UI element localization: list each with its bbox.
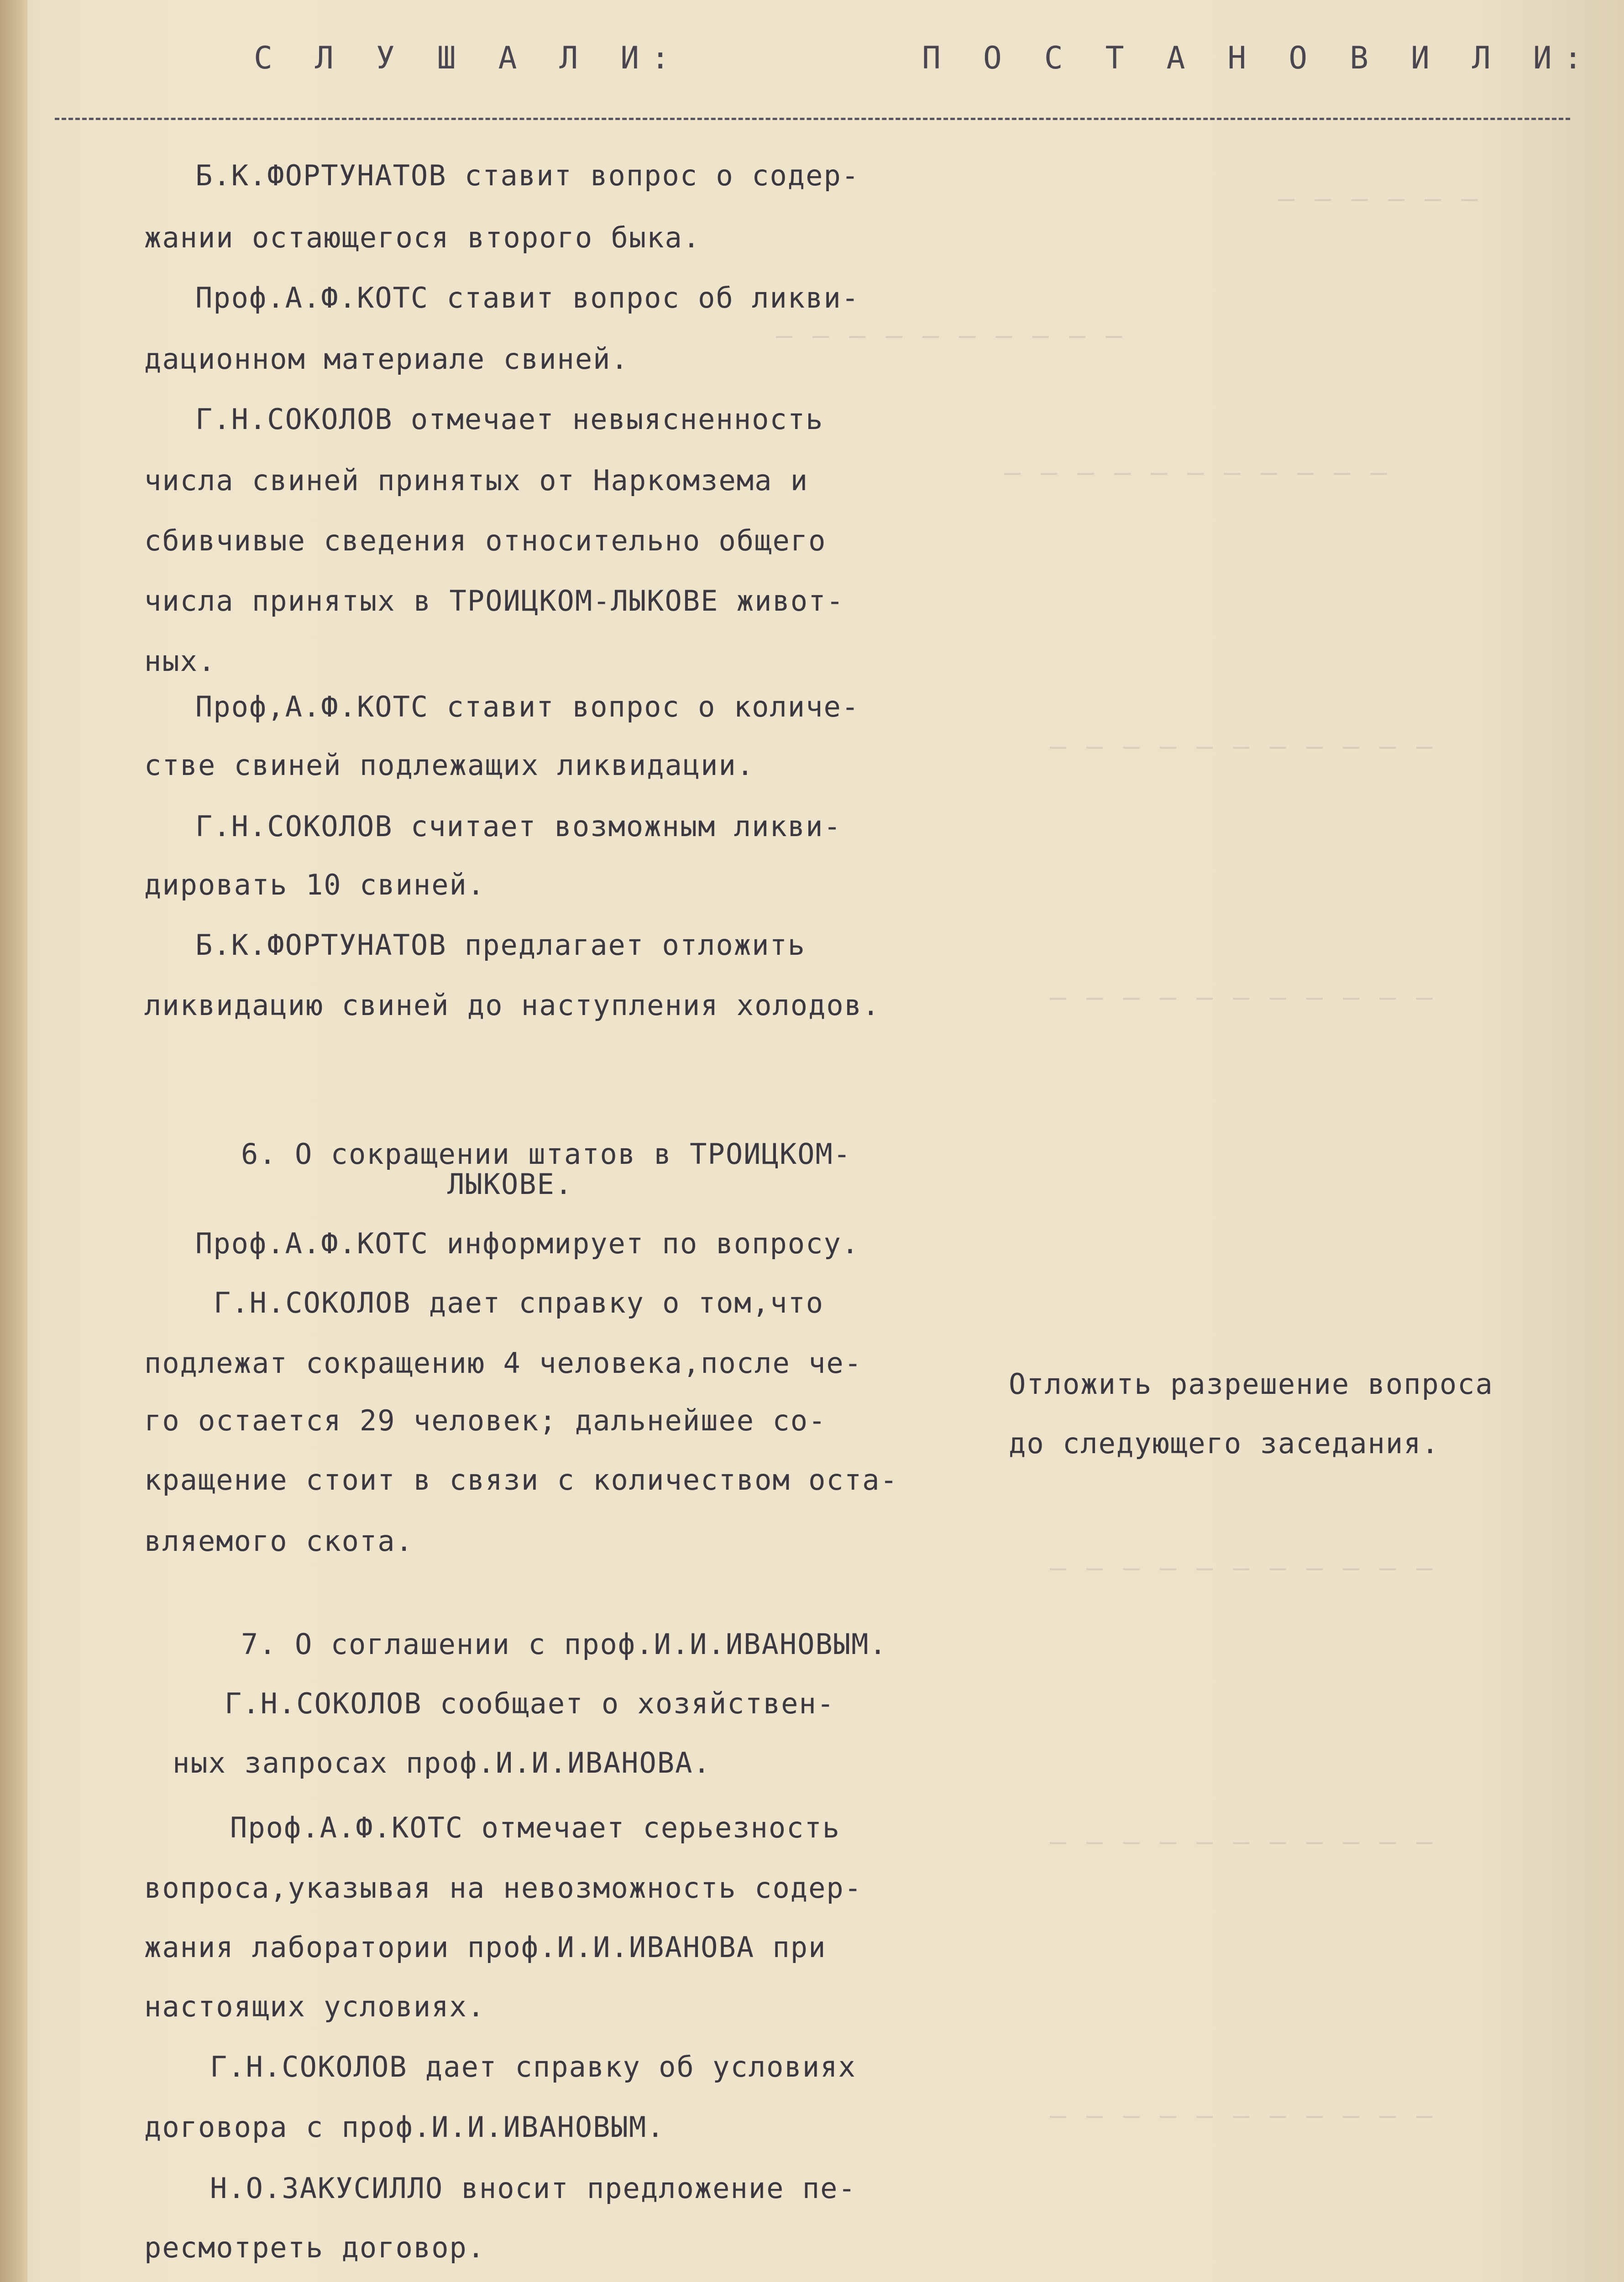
text-line: Г.Н.СОКОЛОВ сообщает о хозяйствен- [225, 1687, 835, 1720]
bleed-through: — — — — — — — — — — — [1050, 981, 1435, 1013]
column-header-resolved: П О С Т А Н О В И Л И: [922, 40, 1594, 76]
bleed-through: — — — — — — — — — — — [1050, 1552, 1435, 1584]
text-line: ных. [144, 644, 216, 678]
text-line: Проф.А.Ф.КОТС информирует по вопросу. [195, 1227, 860, 1260]
text-line: Б.К.ФОРТУНАТОВ ставит вопрос о содер- [195, 159, 860, 192]
text-line: ресмотреть договор. [144, 2231, 486, 2264]
text-line: настоящих условиях. [144, 1990, 486, 2023]
section-heading: 6. О сокращении штатов в ТРОИЦКОМ- [241, 1137, 852, 1171]
text-line: дировать 10 свиней. [144, 868, 486, 901]
column-header-heard: С Л У Ш А Л И: [254, 40, 682, 76]
text-line: Г.Н.СОКОЛОВ отмечает невыясненность [195, 403, 824, 436]
text-line: числа принятых в ТРОИЦКОМ-ЛЫКОВЕ живот- [144, 584, 844, 618]
text-line: дационном материале свиней. [144, 342, 629, 376]
text-line: жания лаборатории проф.И.И.ИВАНОВА при [144, 1931, 827, 1964]
text-line: ных запросах проф.И.И.ИВАНОВА. [173, 1746, 711, 1780]
text-line: договора с проф.И.И.ИВАНОВЫМ. [144, 2110, 665, 2144]
bleed-through: — — — — — — — — — — [776, 319, 1124, 351]
header-divider [55, 118, 1570, 120]
text-line: Г.Н.СОКОЛОВ считает возможным ликви- [195, 810, 842, 843]
text-line: Проф.А.Ф.КОТС отмечает серьезность [230, 1811, 841, 1844]
text-line: стве свиней подлежащих ликвидации. [144, 748, 755, 782]
text-line: подлежат сокращению 4 человека,после че- [144, 1346, 863, 1380]
bleed-through: — — — — — — — — — — — [1050, 730, 1435, 762]
text-line: Проф.А.Ф.КОТС ставит вопрос об ликви- [195, 281, 860, 314]
text-line: го остается 29 человек; дальнейшее со- [144, 1404, 827, 1437]
text-line: Г.Н.СОКОЛОВ дает справку об условиях [210, 2050, 856, 2083]
text-line: кращение стоит в связи с количеством оста- [144, 1463, 898, 1497]
text-line: жании остающегося второго быка. [144, 221, 701, 254]
text-line: Проф,А.Ф.КОТС ставит вопрос о количе- [195, 690, 860, 723]
page-edge [0, 0, 27, 2282]
section-heading: ЛЫКОВЕ. [447, 1167, 573, 1201]
text-line: сбивчивые сведения относительно общего [144, 524, 827, 557]
text-line: ликвидацию свиней до наступления холодов. [144, 989, 880, 1022]
bleed-through: — — — — — — [1278, 183, 1480, 215]
text-line: Н.О.ЗАКУСИЛЛО вносит предложение пе- [210, 2172, 856, 2205]
bleed-through: — — — — — — — — — — — [1004, 456, 1389, 488]
text-line: вляемого скота. [144, 1524, 414, 1558]
text-line: Б.К.ФОРТУНАТОВ предлагает отложить [195, 928, 806, 962]
text-line: вопроса,указывая на невозможность содер- [144, 1871, 863, 1905]
section-heading: 7. О соглашении с проф.И.И.ИВАНОВЫМ. [241, 1628, 887, 1661]
text-line: числа свиней принятых от Наркомзема и [144, 464, 809, 497]
resolution-line: Отложить разрешение вопроса [1009, 1367, 1493, 1401]
bleed-through: — — — — — — — — — — — [1050, 2099, 1435, 2131]
text-line: Г.Н.СОКОЛОВ дает справку о том,что [214, 1286, 824, 1319]
bleed-through: — — — — — — — — — — — [1050, 1826, 1435, 1858]
resolution-line: до следующего заседания. [1009, 1427, 1440, 1460]
